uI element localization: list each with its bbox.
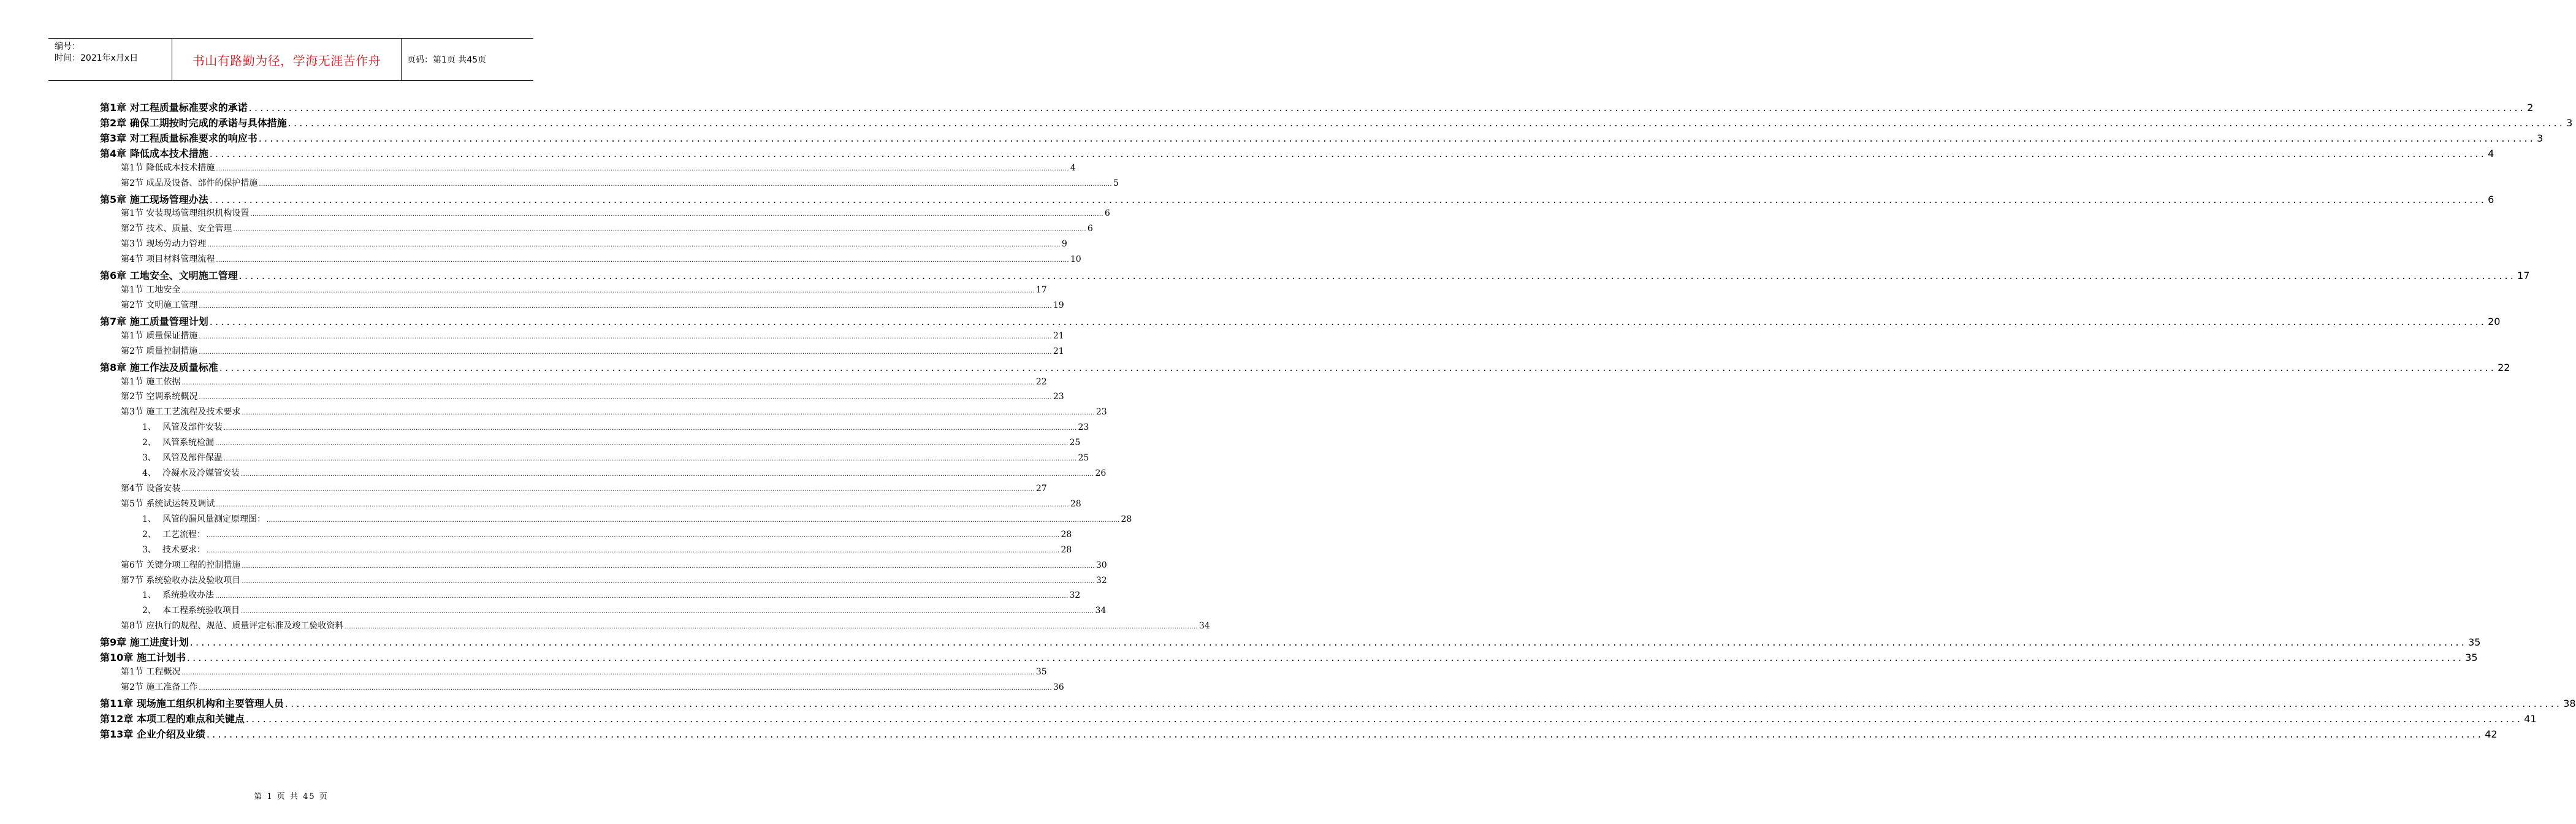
toc-leader-dots: ................................................................................................................................................................................................................................................................................................................................................................................................................ (345, 624, 1198, 631)
toc-entry-title: 第4节 项目材料管理流程 (121, 254, 215, 265)
toc-leader-dots: ................................................................................................................................................................................................................................................................................................................................................................................................................ (209, 147, 2487, 159)
toc-entry-title: 第7节 系统验收办法及验收项目 (121, 575, 241, 586)
toc-entry-label: 风管及部件保温 (162, 453, 223, 464)
toc-leader-dots: ................................................................................................................................................................................................................................................................................................................................................................................................................ (242, 578, 1095, 585)
toc-leader-dots: ................................................................................................................................................................................................................................................................................................................................................................................................................ (284, 697, 2563, 709)
toc-entry-sec[interactable] (121, 497, 1081, 513)
toc-entry-sub[interactable] (142, 513, 1132, 528)
toc-entry-title (142, 451, 223, 464)
toc-page-number: 23 (1053, 392, 1064, 402)
toc-entry-sec[interactable] (121, 375, 1047, 391)
toc-page-number: 17 (2517, 270, 2530, 282)
toc-entry-chap[interactable] (100, 131, 2544, 146)
toc-leader-dots: ................................................................................................................................................................................................................................................................................................................................................................................................................ (209, 193, 2487, 205)
toc-leader-dots: ................................................................................................................................................................................................................................................................................................................................................................................................................ (186, 652, 2464, 664)
time-label: 时间：2021年x月x日 (55, 53, 139, 63)
toc-page-number: 35 (2468, 636, 2481, 649)
toc-entry-title: 第2节 成品及设备、部件的保护措施 (121, 178, 258, 188)
toc-entry-title: 第1节 工程概况 (121, 667, 181, 677)
toc-page-number: 22 (1035, 376, 1047, 387)
toc-entry-sec[interactable] (121, 559, 1107, 574)
toc-entry-number: 2、 (142, 438, 156, 448)
toc-entry-title: 第1节 施工依据 (121, 376, 181, 387)
toc-entry-sec[interactable] (121, 390, 1064, 405)
toc-page-number: 32 (1069, 590, 1081, 601)
toc-entry-title (142, 543, 205, 555)
toc-page-number: 36 (1053, 682, 1064, 692)
toc-entry-sub[interactable] (142, 467, 1107, 482)
toc-page-number: 19 (1053, 300, 1064, 310)
toc-entry-number: 2、 (142, 529, 156, 540)
toc-page-number: 20 (2488, 315, 2501, 327)
toc-entry-title: 第8节 应执行的规程、规范、质量评定标准及竣工验收资料 (121, 621, 344, 631)
toc-entry-title: 第11章 现场施工组织机构和主要管理人员 (100, 697, 284, 709)
toc-page-number: 28 (1070, 498, 1081, 509)
toc-entry-label: 技术要求： (162, 544, 205, 555)
toc-entry-number: 2、 (142, 606, 156, 616)
header-divider (401, 39, 402, 80)
toc-leader-dots: ................................................................................................................................................................................................................................................................................................................................................................................................................ (181, 670, 1035, 677)
toc-entry-sub[interactable] (142, 528, 1072, 543)
toc-page-number: 30 (1096, 560, 1107, 570)
toc-entry-sub[interactable] (142, 604, 1107, 619)
toc-entry-chap[interactable] (100, 696, 2576, 711)
toc-leader-dots: ................................................................................................................................................................................................................................................................................................................................................................................................................ (241, 608, 1094, 616)
toc-entry-sec[interactable] (121, 299, 1064, 314)
toc-entry-sub[interactable] (142, 451, 1089, 467)
toc-leader-dots: ................................................................................................................................................................................................................................................................................................................................................................................................................ (189, 636, 2467, 649)
toc-entry-title: 第2章 确保工期按时完成的承诺与具体措施 (100, 116, 287, 129)
header-motto: 书山有路勤为径，学海无涯苦作舟 (192, 53, 381, 68)
toc-entry-title (142, 421, 223, 433)
toc-entry-chap[interactable] (100, 314, 2501, 329)
toc-page-number: 25 (1078, 453, 1089, 464)
toc-entry-sub[interactable] (142, 436, 1081, 451)
toc-leader-dots: ................................................................................................................................................................................................................................................................................................................................................................................................................ (245, 712, 2523, 725)
toc-leader-dots: ................................................................................................................................................................................................................................................................................................................................................................................................................ (259, 180, 1112, 188)
toc-entry-title: 第5节 系统试运转及调试 (121, 498, 215, 509)
toc-leader-dots: ................................................................................................................................................................................................................................................................................................................................................................................................................ (209, 315, 2487, 327)
toc-leader-dots: ................................................................................................................................................................................................................................................................................................................................................................................................................ (181, 288, 1035, 295)
toc-entry-title: 第1章 对工程质量标准要求的承诺 (100, 102, 248, 113)
toc-entry-sub[interactable] (142, 421, 1089, 436)
toc-page-number: 34 (1095, 606, 1107, 616)
toc-entry-title: 第8章 施工作法及质量标准 (100, 361, 218, 373)
toc-leader-dots: ................................................................................................................................................................................................................................................................................................................................................................................................................ (216, 501, 1069, 508)
toc-entry-title (142, 436, 214, 448)
toc-page-number: 25 (1069, 438, 1081, 448)
toc-entry-title: 第4节 设备安装 (121, 484, 181, 494)
toc-entry-title: 第2节 空调系统概况 (121, 392, 198, 402)
toc-page-number: 2 (2527, 102, 2534, 113)
toc-entry-title: 第1节 工地安全 (121, 285, 181, 296)
toc-entry-number: 4、 (142, 468, 156, 479)
toc-entry-label: 风管及部件安装 (162, 422, 223, 433)
toc-leader-dots: ................................................................................................................................................................................................................................................................................................................................................................................................................ (224, 456, 1077, 463)
toc-leader-dots: ................................................................................................................................................................................................................................................................................................................................................................................................................ (242, 562, 1095, 570)
page-header (48, 38, 533, 81)
toc-entry-sec[interactable] (121, 329, 1064, 345)
toc-page-number: 4 (1070, 162, 1076, 173)
toc-page-number: 28 (1061, 529, 1072, 540)
toc-page-number: 41 (2524, 712, 2537, 725)
toc-leader-dots: ................................................................................................................................................................................................................................................................................................................................................................................................................ (181, 486, 1035, 493)
toc-entry-title: 第2节 质量控制措施 (121, 346, 198, 356)
toc-leader-dots: ................................................................................................................................................................................................................................................................................................................................................................................................................ (199, 684, 1052, 692)
toc-entry-title: 第1节 质量保证措施 (121, 330, 198, 341)
toc-page-number: 6 (2488, 193, 2494, 205)
toc-entry-sec[interactable] (121, 405, 1107, 421)
toc-leader-dots: ................................................................................................................................................................................................................................................................................................................................................................................................................ (206, 728, 2484, 740)
toc-entry-label: 系统验收办法 (162, 590, 214, 601)
toc-leader-dots: ................................................................................................................................................................................................................................................................................................................................................................................................................ (207, 547, 1060, 554)
toc-entry-chap[interactable] (100, 100, 2534, 115)
toc-page-number: 27 (1035, 484, 1047, 494)
page-footer: 第 1 页 共 45 页 (254, 792, 329, 801)
header-meta (55, 41, 138, 64)
toc-page-number: 3 (2537, 132, 2544, 144)
toc-leader-dots: ................................................................................................................................................................................................................................................................................................................................................................................................................ (238, 270, 2517, 282)
toc-entry-title: 第4章 降低成本技术措施 (100, 147, 208, 159)
toc-entry-title: 第3节 现场劳动力管理 (121, 239, 207, 250)
toc-entry-title: 第2节 技术、质量、安全管理 (121, 224, 232, 234)
toc-leader-dots: ................................................................................................................................................................................................................................................................................................................................................................................................................ (199, 302, 1052, 310)
toc-entry-chap[interactable] (100, 711, 2537, 727)
toc-entry-title (142, 604, 240, 616)
toc-entry-title (142, 467, 240, 479)
toc-entry-title: 第13章 企业介绍及业绩 (100, 728, 205, 740)
toc-page-number: 35 (2465, 652, 2478, 664)
toc-page-number: 9 (1061, 239, 1067, 250)
toc-leader-dots: ................................................................................................................................................................................................................................................................................................................................................................................................................ (242, 410, 1095, 417)
toc-entry-sec[interactable] (121, 177, 1119, 192)
toc-entry-chap[interactable] (100, 115, 2573, 131)
toc-page-number: 28 (1061, 544, 1072, 555)
toc-leader-dots: ................................................................................................................................................................................................................................................................................................................................................................................................................ (199, 333, 1052, 340)
toc-entry-chap[interactable] (100, 146, 2494, 161)
toc-entry-number: 3、 (142, 453, 156, 464)
toc-page-number: 35 (1035, 667, 1047, 677)
toc-entry-title (142, 589, 214, 601)
toc-entry-title (142, 528, 205, 540)
toc-entry-title: 第6节 关键分项工程的控制措施 (121, 560, 241, 570)
toc-entry-title: 第3章 对工程质量标准要求的响应书 (100, 132, 257, 144)
toc-entry-sec[interactable] (121, 681, 1064, 696)
toc-leader-dots: ................................................................................................................................................................................................................................................................................................................................................................................................................ (224, 425, 1077, 432)
toc-page-number: 42 (2485, 728, 2498, 740)
toc-entry-title: 第9章 施工进度计划 (100, 636, 189, 649)
toc-page-number: 6 (1087, 224, 1093, 234)
toc-entry-title: 第10章 施工计划书 (100, 652, 186, 664)
toc-entry-title: 第2节 文明施工管理 (121, 300, 198, 310)
toc-page-number: 21 (1053, 346, 1064, 356)
toc-leader-dots: ................................................................................................................................................................................................................................................................................................................................................................................................................ (207, 532, 1060, 539)
toc-leader-dots: ................................................................................................................................................................................................................................................................................................................................................................................................................ (207, 242, 1061, 249)
toc-leader-dots: ................................................................................................................................................................................................................................................................................................................................................................................................................ (216, 165, 1069, 172)
toc-page-number: 17 (1035, 285, 1047, 296)
toc-page-number: 32 (1096, 575, 1107, 586)
toc-entry-label: 冷凝水及冷媒管安装 (162, 468, 240, 479)
toc-entry-title: 第3节 施工工艺流程及技术要求 (121, 407, 241, 418)
toc-entry-label: 工艺流程： (162, 529, 205, 540)
toc-entry-chap[interactable] (100, 192, 2494, 207)
toc-leader-dots: ................................................................................................................................................................................................................................................................................................................................................................................................................ (199, 348, 1052, 356)
toc-page-number: 26 (1095, 468, 1107, 479)
toc-page-number: 3 (2566, 116, 2573, 129)
toc-entry-label: 风管系统检漏 (162, 438, 214, 448)
toc-entry-title (142, 513, 265, 525)
toc-page-number: 38 (2563, 697, 2576, 709)
toc-entry-label: 本工程系统验收项目 (162, 606, 240, 616)
toc-entry-sec[interactable] (121, 283, 1047, 299)
toc-leader-dots: ................................................................................................................................................................................................................................................................................................................................................................................................................ (248, 102, 2526, 113)
toc-page-number: 6 (1104, 208, 1110, 219)
toc-entry-number: 1、 (142, 422, 156, 433)
toc-entry-sec[interactable] (121, 345, 1064, 360)
toc-entry-title: 第5章 施工现场管理办法 (100, 193, 208, 205)
toc-leader-dots: ................................................................................................................................................................................................................................................................................................................................................................................................................ (241, 471, 1094, 478)
toc-entry-sec[interactable] (121, 482, 1047, 497)
toc-page-number: 28 (1121, 514, 1132, 524)
toc-page-number: 34 (1198, 621, 1210, 631)
toc-page-number: 5 (1113, 178, 1119, 188)
toc-entry-title: 第1节 降低成本技术措施 (121, 162, 215, 173)
toc-leader-dots: ................................................................................................................................................................................................................................................................................................................................................................................................................ (258, 132, 2536, 144)
toc-entry-label: 风管的漏风量测定原理图： (162, 514, 265, 524)
toc-page-number: 21 (1053, 330, 1064, 341)
toc-leader-dots: ................................................................................................................................................................................................................................................................................................................................................................................................................ (215, 440, 1069, 448)
toc-entry-title: 第2节 施工准备工作 (121, 682, 198, 692)
toc-leader-dots: ................................................................................................................................................................................................................................................................................................................................................................................................................ (267, 516, 1120, 524)
header-page-info: 页码：第1页 共45页 (407, 55, 487, 65)
toc-entry-sec[interactable] (121, 161, 1076, 177)
toc-leader-dots: ................................................................................................................................................................................................................................................................................................................................................................................................................ (233, 226, 1086, 234)
toc-entry-sec[interactable] (121, 253, 1081, 268)
toc-entry-number: 3、 (142, 544, 156, 555)
toc-leader-dots: ................................................................................................................................................................................................................................................................................................................................................................................................................ (181, 379, 1035, 386)
toc-page-number: 23 (1096, 407, 1107, 418)
toc-entry-sec[interactable] (121, 207, 1110, 222)
toc-page-number: 22 (2498, 361, 2510, 373)
toc-leader-dots: ................................................................................................................................................................................................................................................................................................................................................................................................................ (216, 257, 1069, 264)
toc-entry-title: 第1节 安装现场管理组织机构设置 (121, 208, 250, 219)
toc-entry-number: 1、 (142, 590, 156, 601)
toc-entry-sec[interactable] (121, 665, 1047, 681)
toc-leader-dots: ................................................................................................................................................................................................................................................................................................................................................................................................................ (250, 211, 1103, 218)
toc-page-number: 10 (1070, 254, 1081, 265)
toc-leader-dots: ................................................................................................................................................................................................................................................................................................................................................................................................................ (219, 361, 2497, 373)
toc-entry-title: 第7章 施工质量管理计划 (100, 315, 208, 327)
toc-leader-dots: ................................................................................................................................................................................................................................................................................................................................................................................................................ (199, 394, 1052, 402)
toc-entry-sec[interactable] (121, 574, 1107, 589)
toc-entry-chap[interactable] (100, 360, 2510, 375)
serial-number-label: 编号： (55, 42, 80, 52)
toc-entry-sub[interactable] (142, 589, 1081, 604)
toc-entry-sec[interactable] (121, 619, 1210, 635)
toc-page-number: 23 (1078, 422, 1089, 433)
toc-entry-sub[interactable] (142, 543, 1072, 559)
toc-entry-title: 第6章 工地安全、文明施工管理 (100, 270, 238, 282)
toc-entry-title: 第12章 本项工程的难点和关键点 (100, 712, 245, 725)
toc-leader-dots: ................................................................................................................................................................................................................................................................................................................................................................................................................ (288, 116, 2566, 129)
toc-entry-chap[interactable] (100, 650, 2478, 665)
toc-page-number: 4 (2488, 147, 2494, 159)
toc-entry-sec[interactable] (121, 222, 1093, 237)
toc-entry-sec[interactable] (121, 237, 1067, 253)
toc-entry-number: 1、 (142, 514, 156, 524)
toc-entry-chap[interactable] (100, 268, 2530, 283)
toc-leader-dots: ................................................................................................................................................................................................................................................................................................................................................................................................................ (215, 593, 1069, 600)
toc-entry-chap[interactable] (100, 635, 2481, 650)
toc-entry-chap[interactable] (100, 727, 2498, 742)
